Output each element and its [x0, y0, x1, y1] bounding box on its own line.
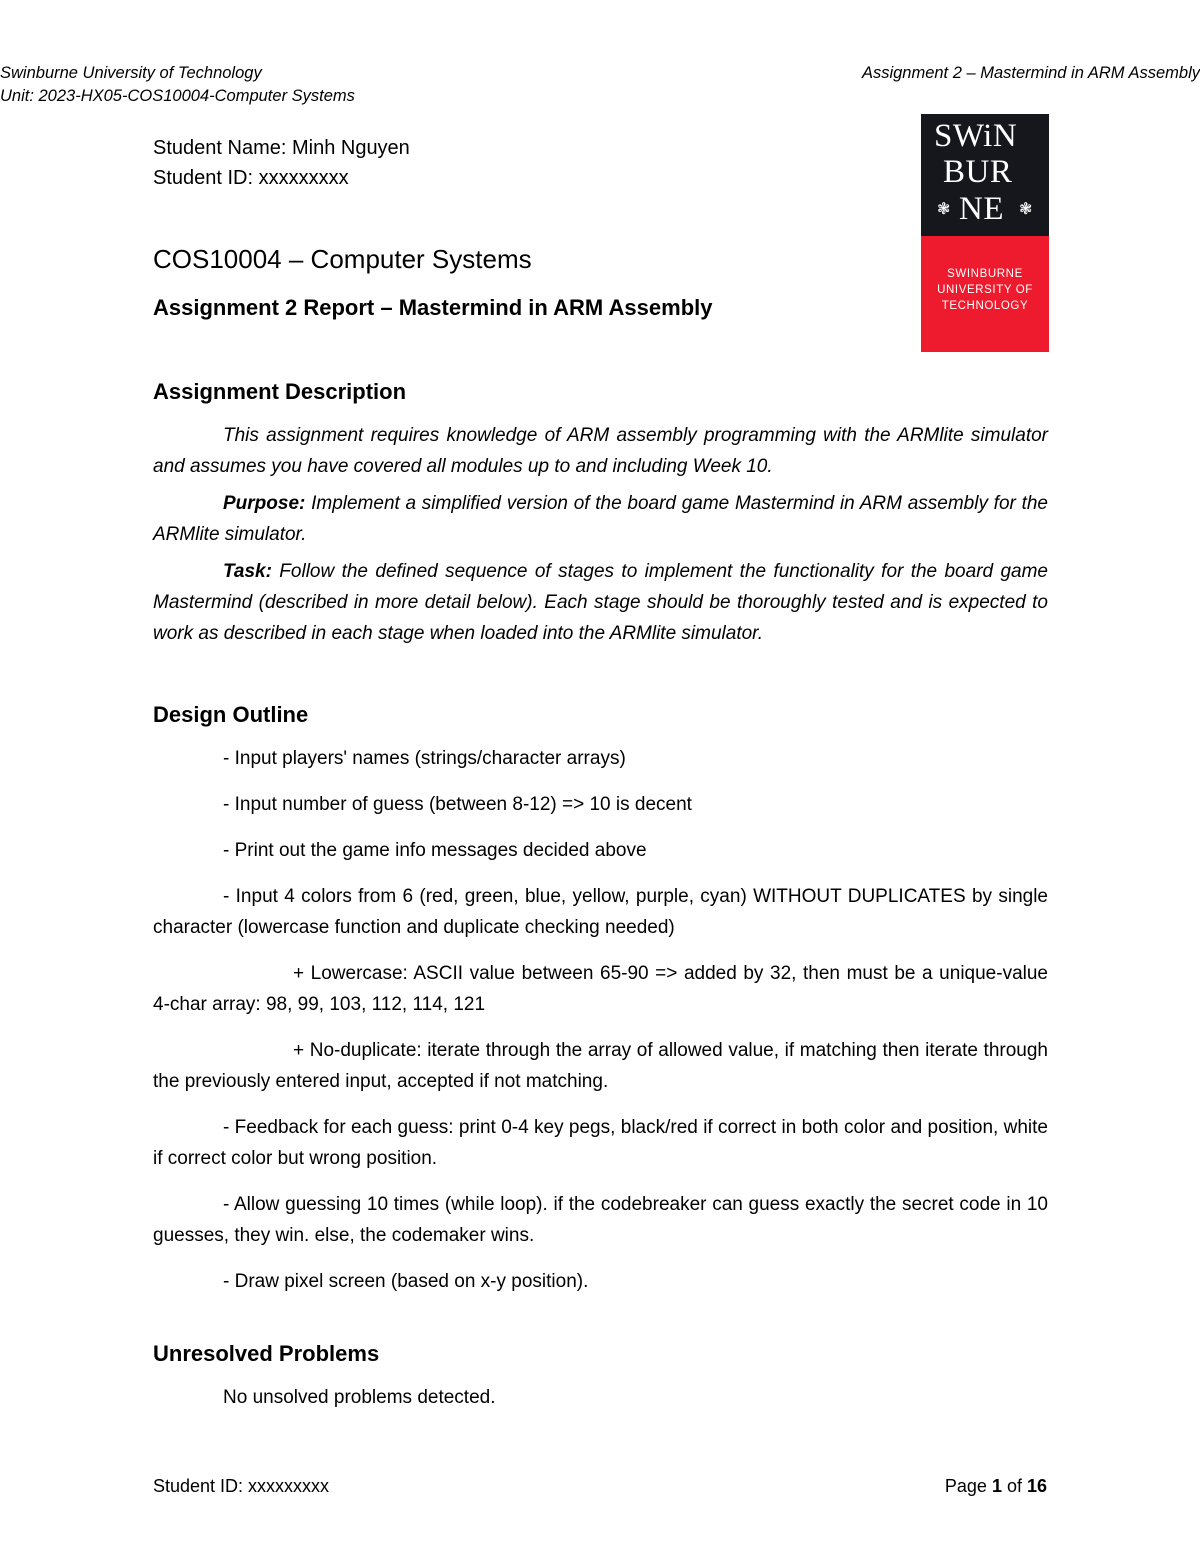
footer-page-prefix: Page	[944, 1476, 992, 1496]
list-item: - Print out the game info messages decided above	[223, 840, 647, 861]
list-item: - Input 4 colors from 6 (red, green, blue, yellow, purple, cyan) WITHOUT DUPLICATES by single character (lowercase function and duplicate checking needed)	[153, 886, 1048, 938]
spacer-before-unresolved-problems	[153, 1312, 1048, 1340]
logo-star-right-icon: ❃	[1019, 201, 1033, 218]
footer-page-middle: of	[1001, 1476, 1027, 1496]
label-task: Task:	[223, 561, 272, 582]
paragraph-task	[153, 556, 1048, 649]
footer-page-number: 1	[991, 1476, 1002, 1496]
student-id: Student ID: xxxxxxxxx	[153, 167, 349, 189]
document-footer	[153, 1474, 1047, 1498]
footer-page-indicator	[945, 1474, 1047, 1498]
list-item: + Lowercase: ASCII value between 65-90 => added by 32, then must be a unique-value 4-char array: 98, 99, 103, 112, 114, 121	[153, 963, 1048, 1015]
student-info-block	[153, 133, 410, 193]
logo-subtext-line2: UNIVERSITY OF	[937, 284, 1033, 296]
footer-page-total: 16	[1026, 1476, 1047, 1496]
list-item: - Input number of guess (between 8-12) => 10 is decent	[223, 794, 692, 815]
logo-black-panel	[921, 114, 1049, 236]
heading-design-outline: Design Outline	[153, 702, 309, 727]
logo-star-left-icon: ❃	[937, 201, 951, 218]
label-purpose: Purpose:	[223, 493, 306, 514]
heading-unresolved-problems: Unresolved Problems	[153, 1341, 380, 1366]
header-left-block	[0, 62, 355, 108]
document-body	[153, 378, 1048, 1413]
logo-subtext-line3: TECHNOLOGY	[941, 300, 1029, 312]
page-title: COS10004 – Computer Systems	[153, 244, 532, 274]
text-purpose: Implement a simplified version of the board game Mastermind in ARM assembly for the ARMlite simulator.	[153, 493, 1048, 545]
page-subtitle: Assignment 2 Report – Mastermind in ARM Assembly	[153, 295, 713, 320]
list-item: - Allow guessing 10 times (while loop). if the codebreaker can guess exactly the secret code in 10 guesses, they win. else, the codemaker wins.	[153, 1194, 1048, 1246]
student-name: Student Name: Minh Nguyen	[153, 137, 410, 159]
logo-word-ne: NE	[959, 191, 1004, 227]
list-item: - Draw pixel screen (based on x-y position).	[223, 1271, 589, 1292]
header-unit-code: Unit: 2023-HX05-COS10004-Computer Systems	[0, 87, 355, 105]
paragraph-purpose	[153, 488, 1048, 550]
text-task: Follow the defined sequence of stages to implement the functionality for the board game Mastermind (described in more detail below). Each stage should be thoroughly tested and is expected to work as described in each stage when loaded into the ARMlite simulator.	[153, 561, 1048, 644]
paragraph-unresolved-problems: No unsolved problems detected.	[223, 1387, 496, 1408]
list-item: - Input players' names (strings/character arrays)	[223, 748, 626, 769]
header-assignment-title: Assignment 2 – Mastermind in ARM Assembly	[861, 64, 1200, 82]
document-header	[0, 0, 1200, 108]
footer-student-id: Student ID: xxxxxxxxx	[153, 1476, 330, 1496]
spacer-before-design-outline	[153, 655, 1048, 701]
paragraph-intro: This assignment requires knowledge of ARM assembly programming with the ARMlite simulator and assumes you have covered all modules up to and including Week 10.	[153, 425, 1048, 477]
swinburne-logo	[921, 114, 1049, 352]
logo-word-bur: BUR	[943, 154, 1013, 190]
logo-red-panel	[921, 236, 1049, 352]
header-university-name: Swinburne University of Technology	[0, 64, 262, 82]
list-item: - Feedback for each guess: print 0-4 key pegs, black/red if correct in both color and position, white if correct color but wrong position.	[153, 1117, 1048, 1169]
logo-subtext-line1: SWINBURNE	[947, 268, 1023, 280]
logo-word-swin: SWiN	[934, 118, 1018, 154]
list-item: + No-duplicate: iterate through the array of allowed value, if matching then iterate through the previously entered input, accepted if not matching.	[153, 1040, 1048, 1092]
heading-assignment-description: Assignment Description	[153, 379, 407, 404]
